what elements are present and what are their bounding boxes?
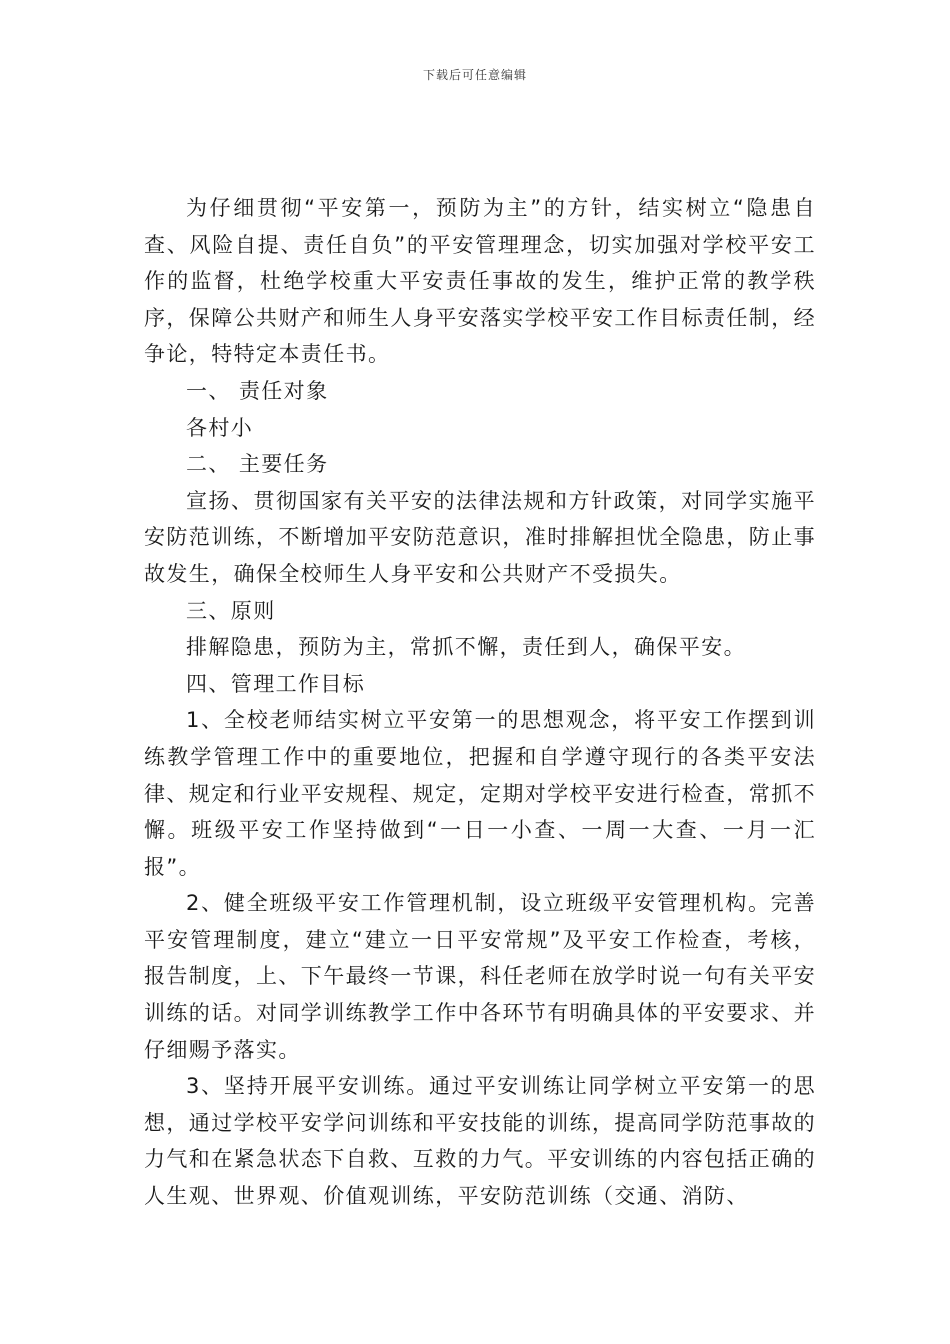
intro-paragraph: 为仔细贯彻“平安第一，预防为主”的方针，结实树立“隐患自查、风险自提、责任自负”的平安管理理念，切实加强对学校平安工作的监督，杜绝学校重大平安责任事故的发生，维护正常的教学秩序，保障公共财产和师生人身平安落实学校平安工作目标责任制，经争论，特特定本责任书。 [144, 196, 816, 367]
section1-title: 一、 责任对象 [186, 378, 329, 403]
section1-body: 各村小 [186, 415, 254, 440]
header-note: 下载后可任意编辑 [422, 68, 527, 82]
section3-title: 三、原则 [186, 598, 276, 623]
section2-body: 宣扬、贯彻国家有关平安的法律法规和方针政策，对同学实施平安防范训练，不断增加平安防范意识，准时排解担忧全隐患，防止事故发生，确保全校师生人身平安和公共财产不受损失。 [144, 488, 816, 586]
goal-item-3: 3、坚持开展平安训练。通过平安训练让同学树立平安第一的思想，通过学校平安学问训练和平安技能的训练，提高同学防范事故的力气和在紧急状态下自救、互救的力气。平安训练的内容包括正确的人生观、世界观、价值观训练，平安防范训练（交通、消防、 [144, 1074, 816, 1209]
document-body [144, 190, 816, 1215]
section4-title: 四、管理工作目标 [186, 671, 366, 696]
goal-item-1: 1、全校老师结实树立平安第一的思想观念，将平安工作摆到训练教学管理工作中的重要地位，把握和自学遵守现行的各类平安法律、规定和行业平安规程、规定，定期对学校平安进行检查，常抓不懈。班级平安工作坚持做到“一日一小查、一周一大查、一月一汇报”。 [144, 708, 816, 879]
section3-body: 排解隐患，预防为主，常抓不懈，责任到人，确保平安。 [186, 635, 746, 660]
goal-item-2: 2、健全班级平安工作管理机制，设立班级平安管理机构。完善平安管理制度，建立“建立一日平安常规”及平安工作检查，考核，报告制度，上、下午最终一节课，科任老师在放学时说一句有关平安训练的话。对同学训练教学工作中各环节有明确具体的平安要求、并仔细赐予落实。 [144, 891, 816, 1062]
section2-title: 二、 主要任务 [186, 452, 329, 477]
